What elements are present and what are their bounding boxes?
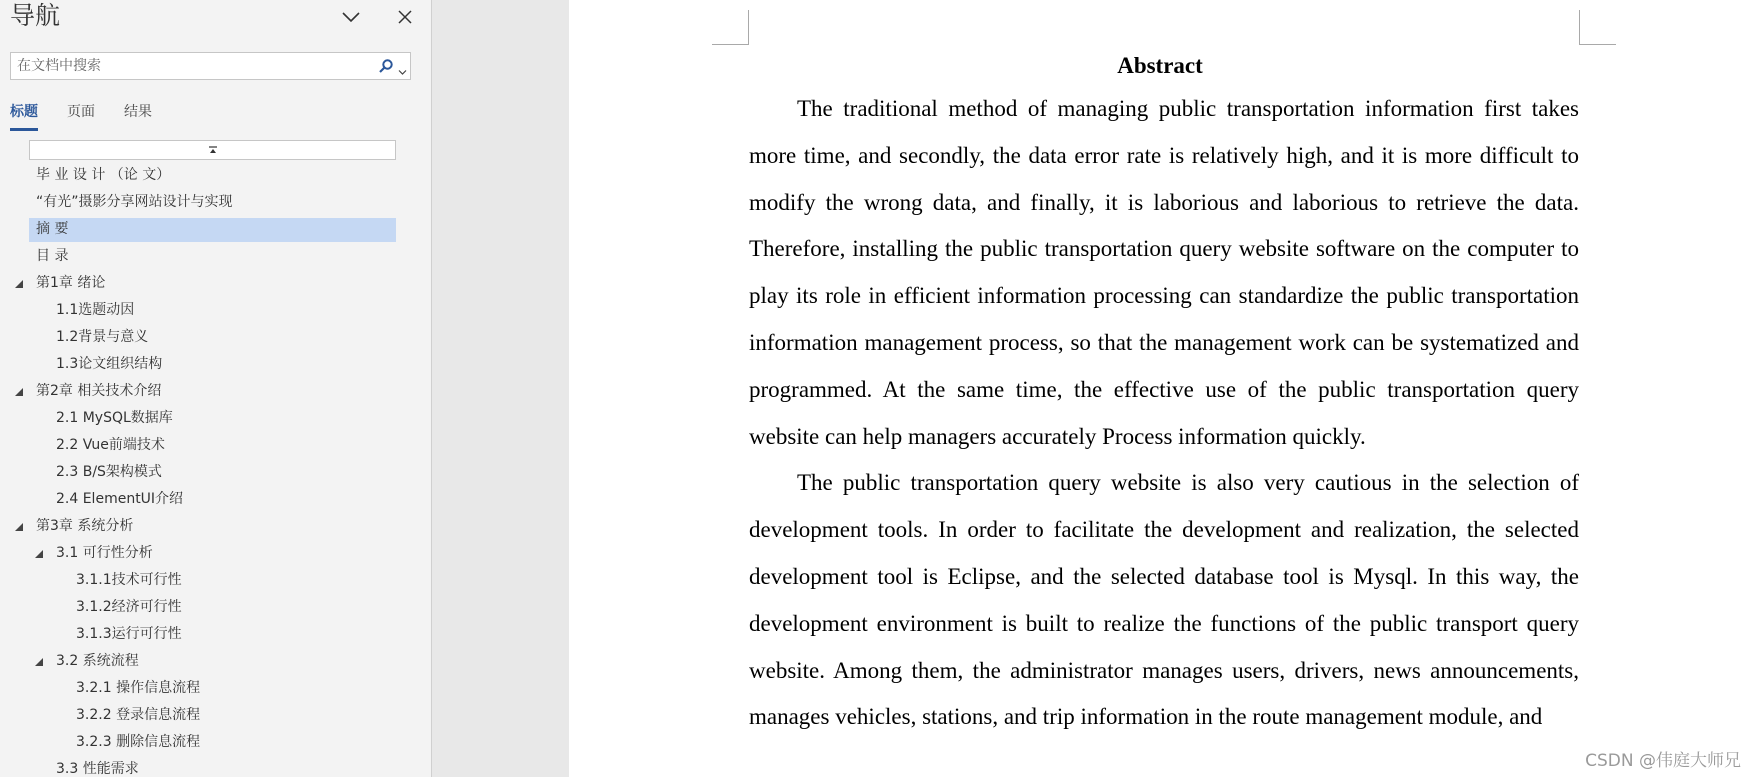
heading-label: 3.1.2经济可行性 [76,599,182,615]
expand-triangle-icon[interactable] [15,280,23,288]
search-icon[interactable] [378,58,394,78]
document-page[interactable] [569,0,1751,777]
margin-corner-marker [1579,10,1616,45]
heading-item[interactable] [0,432,432,459]
heading-item[interactable] [0,243,432,270]
watermark-text: CSDN @伟庭大师兄 [1585,751,1741,771]
heading-item[interactable] [0,621,432,648]
heading-label: 3.1 可行性分析 [56,545,153,561]
tab-pages[interactable]: 页面 [67,104,95,120]
heading-label: 第2章 相关技术介绍 [36,383,162,399]
expand-triangle-icon[interactable] [35,658,43,666]
heading-item[interactable] [0,324,432,351]
heading-item[interactable] [0,540,432,567]
heading-label: 3.1.1技术可行性 [76,572,182,588]
page-gutter [432,0,569,777]
headings-tree [0,162,432,777]
heading-label: 3.2 系统流程 [56,653,139,669]
navigation-pane [0,0,432,777]
abstract-heading: Abstract [1117,53,1203,78]
heading-label: 目 录 [36,248,69,264]
heading-item[interactable] [0,270,432,297]
heading-label: 2.2 Vue前端技术 [56,437,165,453]
tab-headings[interactable]: 标题 [10,102,38,131]
heading-label: 2.4 ElementUI介绍 [56,491,184,507]
heading-label: 3.1.3运行可行性 [76,626,182,642]
close-icon [397,9,413,25]
heading-item[interactable] [0,297,432,324]
heading-label: 3.2.1 操作信息流程 [76,680,201,696]
heading-item[interactable] [0,513,432,540]
pane-options-button[interactable] [338,4,364,30]
heading-label: 2.3 B/S架构模式 [56,464,162,480]
heading-label: 3.2.3 删除信息流程 [76,734,201,750]
heading-item[interactable] [0,162,432,189]
search-options-chevron-icon[interactable] [398,61,407,80]
close-pane-button[interactable] [392,4,418,30]
heading-item[interactable] [0,405,432,432]
heading-label: 3.2.2 登录信息流程 [76,707,201,723]
selection-highlight [29,218,396,242]
body-paragraph: The public transportation query website is also very cautious in the selection of development tools. In order to facilitate the development and realization, the selected development tool is Eclipse, and the selected database tool is Mysql. In this way, the development environment is built to realize the functions of the public transport query website. Among them, the administrator manages users, drivers, news announcements, manages vehicles, stations, and trip information in the route management module, and [749,470,1579,730]
heading-item[interactable] [0,378,432,405]
heading-item[interactable] [0,594,432,621]
nav-tabs [10,102,181,131]
heading-item[interactable] [0,702,432,729]
heading-item[interactable] [0,216,432,243]
heading-item[interactable] [0,729,432,756]
heading-label: 1.1选题动因 [56,302,135,318]
heading-label: 3.3 性能需求 [56,761,139,777]
heading-label: 1.2背景与意义 [56,329,149,345]
heading-item[interactable] [0,459,432,486]
heading-label: 2.1 MySQL数据库 [56,410,173,426]
heading-item[interactable] [0,486,432,513]
heading-item[interactable] [0,675,432,702]
heading-label: 第1章 绪论 [36,275,106,291]
heading-label: 1.3论文组织结构 [56,356,163,372]
scroll-to-top-button[interactable] [29,140,396,160]
expand-triangle-icon[interactable] [35,550,43,558]
heading-item[interactable] [0,189,432,216]
heading-item[interactable] [0,351,432,378]
heading-label: “有光”摄影分享网站设计与实现 [36,194,233,210]
heading-label: 毕 业 设 计 （论 文） [36,167,171,183]
document-search-box [10,52,411,80]
chevron-down-icon [342,11,360,23]
margin-corner-marker [712,10,749,45]
tab-results[interactable]: 结果 [124,104,152,120]
heading-item[interactable] [0,648,432,675]
collapse-up-icon [208,146,218,154]
document-body[interactable] [749,86,1579,741]
heading-label: 第3章 系统分析 [36,518,134,534]
heading-item[interactable] [0,756,432,777]
heading-label: 摘 要 [36,221,69,237]
body-paragraph: The traditional method of managing public transportation information first takes more time, and secondly, the data error rate is relatively high, and it is more difficult to modify the wrong data, and finally, it is laborious and laborious to retrieve the data. Therefore, installing the public transportation query website software on the computer to play its role in efficient information processing can standardize the public transportation information management process, so that the management work can be systematized and programmed. At the same time, the effective use of the public transportation query website can help managers accurately Process information quickly. [749,96,1579,449]
expand-triangle-icon[interactable] [15,388,23,396]
nav-pane-title: 导航 [10,1,61,30]
heading-item[interactable] [0,567,432,594]
search-input[interactable] [17,55,367,77]
expand-triangle-icon[interactable] [15,523,23,531]
